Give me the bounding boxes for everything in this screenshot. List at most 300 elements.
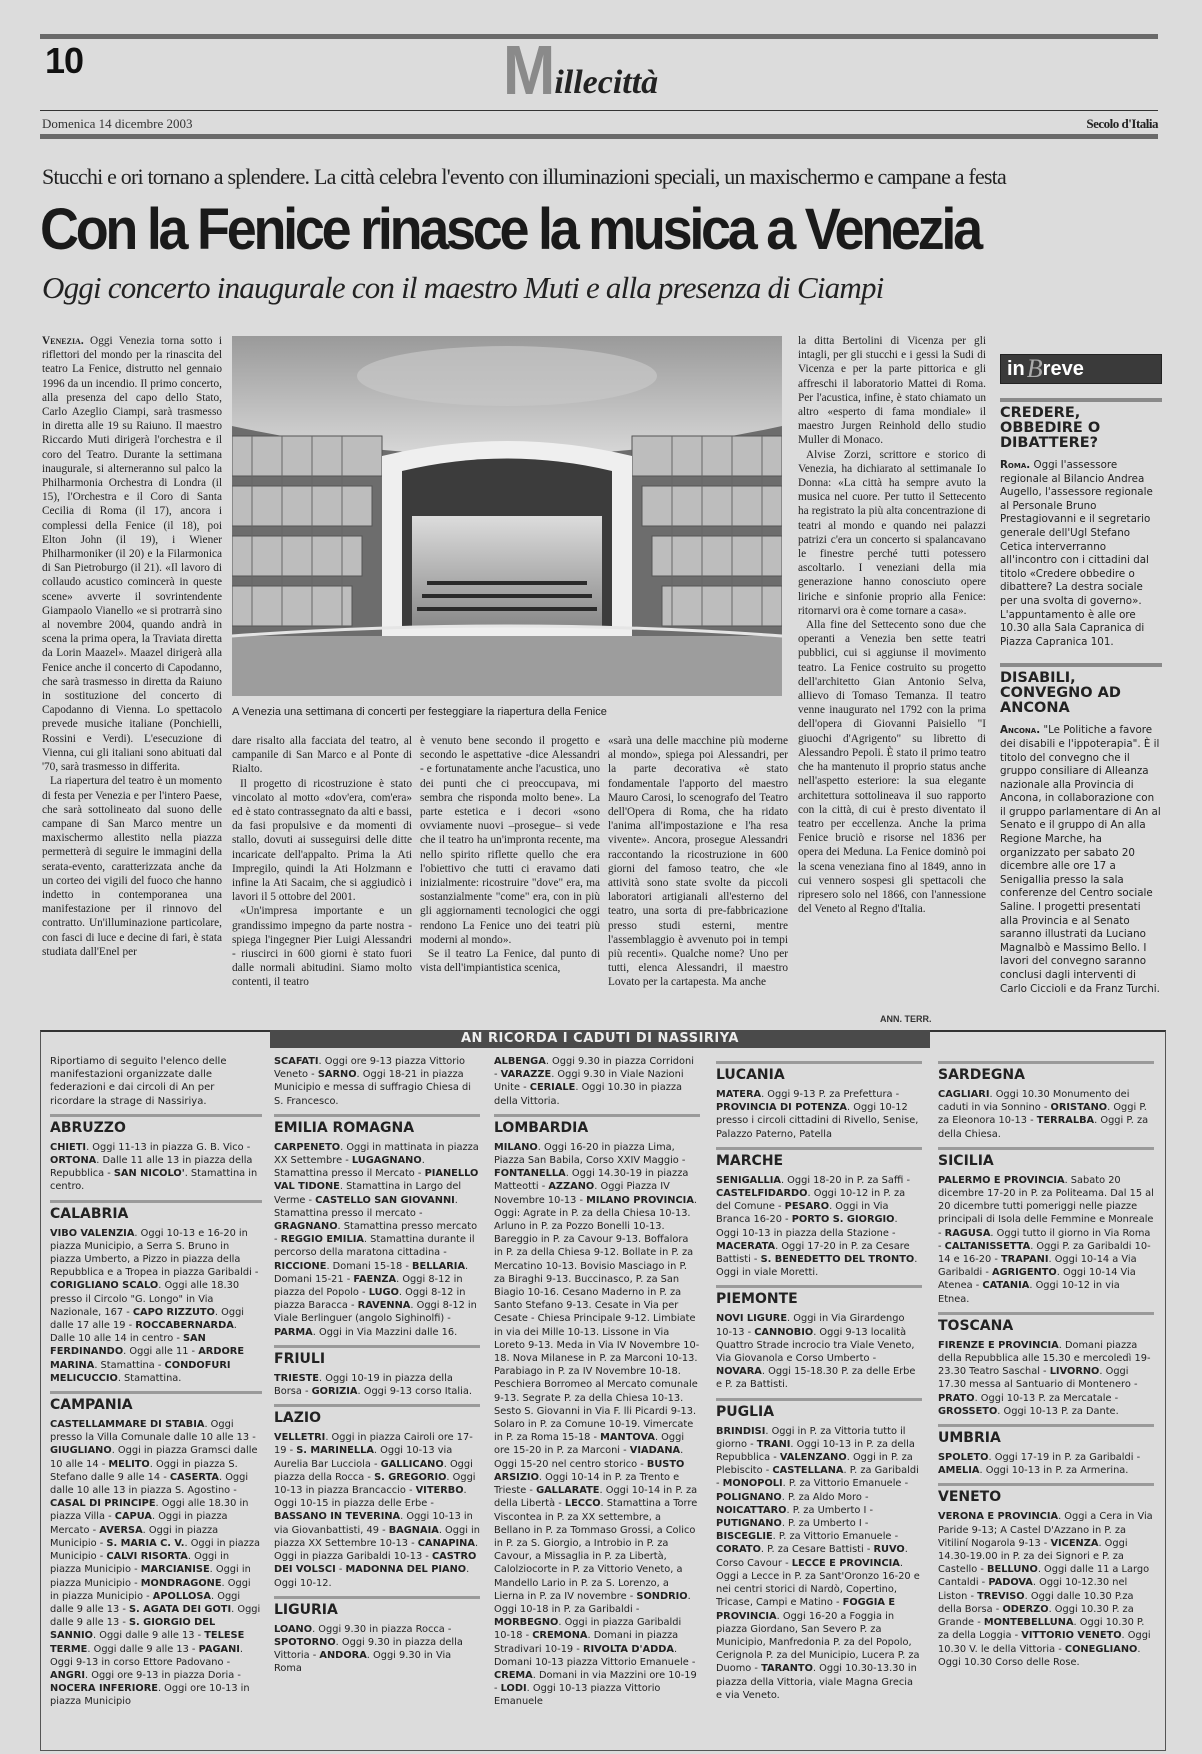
region-block (716, 1147, 922, 1280)
region-block (938, 1424, 1154, 1477)
event-details: . P. za Garibaldi (843, 1465, 919, 1477)
event-place: VALENZANO (779, 1452, 847, 1464)
event-place: CORIGLIANO SCALO (50, 1280, 159, 1292)
events-column (494, 1055, 700, 1745)
event-place: CALTANISSETTA (944, 1240, 1031, 1252)
event-details: . Oggi dalle 10.30 P.za della Borsa (938, 1590, 1134, 1615)
event-place: CHIETI (50, 1141, 87, 1153)
event-details: . Oggi 10-13 in via Giovanbattisti, 49 (274, 1511, 473, 1536)
photo-caption: A Venezia una settimana di concerti per festeggiare la riapertura della Fenice (232, 706, 607, 718)
event-details: . Oggi 18-21 in piazza Municipio e messa di suffragio Chiesa di S. Francesco. (274, 1069, 471, 1107)
in-breve-header (1000, 354, 1162, 384)
event-place: PROVINCIA DI POTENZA (716, 1102, 847, 1114)
events-column (716, 1055, 922, 1745)
event-details: . Oggi alle 18.30 presso il Circolo "G. Longo" in Via Nazionale, 167 (50, 1280, 240, 1318)
event-details: . Oggi 10-14 Via Atenea (938, 1267, 1136, 1292)
event-details: . Oggi 9-13 in corso Ettore Padovano (50, 1643, 244, 1668)
region-divider (716, 1061, 922, 1064)
event-details: . Oggi in piazza Garibaldi 10-18 (494, 1617, 682, 1642)
event-details: . Oggi 10-15 in piazza delle Erbe (274, 1485, 467, 1510)
event-place: LIVORNO (1049, 1366, 1100, 1378)
event-details: . Oggi in piazza Municipio (50, 1577, 251, 1602)
event-details: . Oggi piazza della Rocca (274, 1458, 473, 1483)
event-details: . Oggi in piazza Municipio (50, 1524, 219, 1549)
event-place: SAN NICOLO' (113, 1168, 185, 1180)
event-place: BAGNAIA (388, 1524, 439, 1536)
region-divider (938, 1312, 1154, 1315)
article-paragraph: è venuto bene secondo il progetto e secondo le aspettative -dice Alessandri - e fortunatamente anche l'acustica, uno dei punti che ci preoccupava, mi sembra che risponda molto bene». La parte estetica e i decori «sono ovviamente nuovi –prosegue– si vede che il teatro ha un'impronta recente, ma nello spirito riflette quello che era l'obiettivo che tutti ci eravamo dati inizialmente: ricostruire "dove" era, ma sostanzialmente "come" era, con in più gli aggiornamenti tecnologici che oggi rendono La Fenice uno dei teatri più moderni al mondo». (420, 735, 600, 946)
events-column (938, 1055, 1154, 1745)
event-place: MONTEBELLUNA (983, 1617, 1074, 1629)
event-place: CORATO (716, 1544, 761, 1556)
article-paragraph: dare risalto alla facciata del teatro, al campanile di San Marco e al Ponte di Rialto. (232, 735, 412, 776)
event-place: GORIZIA (311, 1386, 358, 1398)
event-place: CATANIA (982, 1280, 1030, 1292)
region-events: MILANO. Oggi 16-20 in piazza Lima, Piazza San Babila, Corso XXIV Maggio - FONTANELLA. Oggi 14.30-19 in piazza Matteotti - AZZANO. Oggi Piazza IV Novembre 10-13 - MILANO PROVINCIA. Oggi: Agrate in P. za della Chiesa 10-13. Arluno in P. za Pozzo Bonelli 10-13. Bareggio in P. za Cavour 9-13. Boffalora in P. za della Chiesa 9-12. Bollate in P. za Mercatino 10-13. Bovisio Masciago in P. za Biraghi 9-13. Buccinasco, P. za San Biagio 10-16. Cesano Maderno in P. za Santo Stefano 9-13. Cesate in Via per Cesate - Chiesa Principale 9-12. Limbiate in via dei Mille 10-13. Lissone in Via Loreto 9-13. Meda in Via IV Novembre 10-18. Nova Milanese in P. za Marconi 10-13. Parabiago in P. za IV Novembre 10-18. Peschiera Borromeo al Mercato comunale 9-13. Segrate P. za della Chiesa 10-13. Sesto S. Giovanni in Via F. lli Picardi 9-13. Solaro in P. za Comune 10-19. Vimercate in P. za Roma 15-18 - MANTOVA. Oggi ore 15-20 in P. za Marconi - VIADANA. Oggi 15-20 nel centro storico - BUSTO ARSIZIO. Oggi 10-14 in P. za Trento e Trieste - GALLARATE. Oggi 10-14 in P. za della Libertà - LECCO. Stamattina a Torre Viscontea in P. za XX settembre, a Bellano in P. za Tommaso Grossi, a Colico in P. za S. Giorgio, a Introbio in P. za Cavour, a Missaglia in P. za Libertà, Calolziocorte in P. za Vittorio Veneto, a Mandello Lario in P. za S. Lorenzo, a Lierna in P. za IV novembre - SONDRIO. Oggi 10-18 in P. za Garibaldi - MORBEGNO. Oggi in piazza Garibaldi 10-18 - CREMONA. Domani in piazza Stradivari 10-19 - RIVOLTA D'ADDA. Domani 10-13 piazza Vittorio Emanuele - CREMA. Domani in via Mazzini ore 10-19 - LODI. Oggi 10-13 piazza Vittorio Emanuele (494, 1141, 700, 1708)
events-column (50, 1055, 262, 1745)
event-details: . Oggi a Lecce in P. za Sant'Oronzo 16-20 e nei centri storici di Nardò, Copertino, Tricase, Campi e Matino (716, 1557, 920, 1609)
event-place: CONEGLIANO (1064, 1643, 1138, 1655)
region-divider (938, 1483, 1154, 1486)
region-events: VERONA E PROVINCIA. Oggi a Cera in Via Paride 9-13; A Castel D'Azzano in P. za Vitiliní Nogarola 9-13 - VICENZA. Oggi 14.30-19.00 in P. za dei Signori e P. za Castello - BELLUNO. Oggi dalle 11 a Largo Cantaldi - PADOVA. Oggi 10-12.30 nel Liston - TREVISO. Oggi dalle 10.30 P.za della Borsa - ODERZO. Oggi 10.30 P. za Grande - MONTEBELLUNA. Oggi 10.30 P. za della Loggia - VITTORIO VENETO. Oggi 10.30 V. le della Vittoria - CONEGLIANO. Oggi 10.30 Corso delle Rose. (938, 1511, 1153, 1668)
event-place: VELLETRI (274, 1432, 326, 1444)
in-breve-sidebar (1000, 354, 1162, 996)
region-block (716, 1285, 922, 1391)
event-place: ORISTANO (1050, 1102, 1108, 1114)
event-details: . Oggi 10-13 P. za Dante. (997, 1405, 1119, 1417)
event-details: . Oggi: Agrate in P. za della Chiesa 10-13. Arluno in P. za Pozzo Bonelli 10-13. Bareggio in P. za Cavour 9-13. Boffalora in P. za della Chiesa 9-12. Bollate in P. za Mercatino 10-13. Bovisio Masciago in P. za Biraghi 9-13. Buccinasco, P. za San Biagio 10-16. Cesano Maderno in P. za Santo Stefano 9-13. Cesate in Via per Cesate - Chiesa Principale 9-12. Limbiate in via dei Mille 10-13. Lissone in Via Loreto 9-13. Meda in Via IV Novembre 10-18. Nova Milanese in P. za Marconi 10-13. Parabiago in P. za IV Novembre 10-18. Peschiera Borromeo al Mercato comunale 9-13. Segrate P. za della Chiesa 10-13. Sesto S. Giovanni in Via F. lli Picardi 9-13. Solaro in P. za Comune 10-19. Vimercate in P. za Roma 15-18 (494, 1194, 700, 1444)
region-block (274, 1055, 480, 1108)
event-place: AGRIGENTO (992, 1267, 1057, 1279)
event-details: . Stamattina a Torre Viscontea in P. za XX settembre, a Bellano in P. za Tommaso Grossi, a Colico in P. za S. Giorgio, a Introbio in P. za Cavour, a Missaglia in P. za Libertà, Calolziocorte in P. za Vittorio Veneto, a Mandello Lario in P. za S. Lorenzo, a Lierna in P. za IV novembre (494, 1498, 698, 1602)
event-place: PARMA (274, 1326, 313, 1338)
event-place: CANAPINA (417, 1537, 475, 1549)
event-details: . Stamattina presso il Mercato (274, 1155, 425, 1180)
event-place: RIVOLTA D'ADDA (582, 1643, 674, 1655)
event-place: PRATO (938, 1392, 975, 1404)
event-place: BELLUNO (987, 1564, 1038, 1576)
region-divider (50, 1114, 262, 1117)
theater-photo (232, 336, 782, 696)
issue-date: Domenica 14 dicembre 2003 (42, 116, 193, 131)
event-details: . Oggi 10.30 V. le della Vittoria (938, 1630, 1151, 1655)
event-details: . Oggi tutto il giorno in Via Roma (990, 1227, 1151, 1239)
event-details: . Oggi 18-20 in P. za Saffi (780, 1174, 904, 1186)
region-name: PUGLIA (716, 1403, 775, 1420)
event-place: SPOTORNO (274, 1636, 336, 1648)
newspaper-name: Secolo d'Italia (1086, 116, 1158, 131)
event-place: CREMONA (532, 1630, 588, 1642)
brief-dateline: Ancona. (1000, 724, 1041, 737)
event-place: ROCCABERNARDA (135, 1320, 234, 1332)
brief-body: "Le Politiche a favore dei disabili e l'ippoterapia". È il titolo del convegno che il gruppo consiliare di Alleanza nazionale alla Provincia di Ancona, in collaborazione con il gruppo parlamentare di An al Senato e il gruppo di An alla Regione Marche, ha organizzato per sabato 20 dicembre alle ore 17 a Senigallia presso la sala conferenze del Centro sociale Saline. I progetti presentati alla Provincia e al Senato saranno illustrati da Luciano Magnalbò e Massimo Bello. I lavori del convegno saranno conclusi dagli interventi di Carlo Ciccioli e da Franz Turchi. (1000, 724, 1161, 995)
event-details: . P. za Aldo Moro (781, 1491, 862, 1503)
region-divider (274, 1596, 480, 1599)
events-intro: Riportiamo di seguito l'elenco delle manifestazioni organizzate dalle federazioni e dai circoli di An per ricordare la strage di Nassiriya. (50, 1056, 227, 1107)
region-divider (274, 1404, 480, 1407)
event-details: . Oggi 8-12 in piazza del Popolo (274, 1273, 463, 1299)
region-divider (938, 1424, 1154, 1427)
event-details: . Oggi in viale Moretti. (716, 1254, 918, 1279)
event-details: . Oggi 15-18.30 P. za delle Erbe e P. za Battisti. (716, 1366, 916, 1391)
region-block (50, 1200, 262, 1385)
section-logo-text: illecittà (554, 64, 659, 101)
region-block (50, 1391, 262, 1708)
event-place: SONDRIO (636, 1590, 688, 1602)
event-place: S. MARIA C. V. (106, 1537, 185, 1549)
event-details: . Oggi dalle 9 alle 13 (93, 1630, 195, 1642)
region-block (938, 1312, 1154, 1418)
event-details: . Oggi ore 10-13 in piazza Municipio (50, 1683, 250, 1708)
event-place: TARANTO (761, 1663, 813, 1675)
region-block (716, 1061, 922, 1141)
event-details: . Stamattina (94, 1359, 155, 1371)
article-column-1 (42, 334, 222, 1024)
article-paragraph: la ditta Bertolini di Vicenza per gli intagli, per gli stucchi e i gessi la Sudi di Vicenza e per la parte pittorica e gli affreschi il laboratorio Mattei di Roma. Per l'acustica, infine, è stato chiamato un altro «esperto di fama mondiale» il maestro Jurgen Reinhold dello studio Muller di Monaco. (798, 335, 986, 447)
region-name: ABRUZZO (50, 1119, 126, 1136)
article-paragraph: La riapertura del teatro è un momento di festa per Venezia e per l'intero Paese, che sarà sottolineato dal suono delle campane di San Marco mentre un maxischermo allestito nella piazza permetterà di seguire le immagini della serata-evento, caratterizzata anche da un corteo dei vigili del fuoco che hanno indetto in contemporanea una manifestazione per il rinnovo del contratto. Un'illuminazione particolare, con fasci di luce e decine di fari, è stata studiata dall'Enel per (42, 775, 222, 958)
event-place: RICCIONE (274, 1260, 327, 1272)
event-place: VITTORIO VENETO (1021, 1630, 1122, 1642)
event-details: . Corso Cavour (716, 1544, 908, 1569)
paragraph-text: Oggi Venezia torna sotto i riflettori del mondo per la rinascita del teatro La Fenice, distrutto nel gennaio 1996 da un incendio. Il primo concerto, alla presenza del capo dello Stato, Carlo Azeglio Ciampi, sarà trasmesso in diretta alle 19 su Raiuno. Il maestro Riccardo Muti dirigerà l'orchestra e il coro del Teatro. Durante la settimana inaugurale, si alterneranno sul palco la Philharmonia Orchestra di Londra (il 15), l'Orchestra e il Coro di Santa Cecilia di Roma (il 17), ancora i complessi della Fenice (il 18), poi Elton John (il 19), i Wiener Philharmoniker (il 20) e la Filarmonica di San Pietroburgo (il 21). «Il lavoro di collaudo acustico comincerà in queste scene» avverte il sovrintendente Giampaolo Vianello «e si protrarrà sino al novembre 2004, quando andrà in scena la prima opera, la Traviata diretta da Lorin Maazel». Maazel dirigerà alla Fenice anche il concerto di Capodanno, che sarà trasmesso in diretta da Raiuno in sostituzione del concerto di Capodanno di Vienna. Lo spettacolo prevede musiche italiane (Ponchielli, Rossini e Verdi). L'esecuzione di Vienna, cui gli italiani sono abituati dal '70, sarà trasmesso in differita. (42, 335, 222, 774)
region-events: MATERA. Oggi 9-13 P. za Prefettura - PROVINCIA DI POTENZA. Oggi 10-12 presso i circoli cittadini di Rivello, Senise, Palazzo Paterno, Patella (716, 1089, 919, 1140)
event-place: PAGANI (198, 1643, 240, 1655)
region-name: UMBRIA (938, 1430, 1001, 1447)
event-place: LECCO (564, 1498, 601, 1510)
event-place: ALBENGA (494, 1056, 546, 1067)
event-place: S. AGATA DEI GOTI (128, 1603, 232, 1615)
event-place: GRAGNANO (274, 1221, 338, 1233)
region-events: CHIETI. Oggi 11-13 in piazza G. B. Vico - ORTONA. Dalle 11 alle 13 in piazza della Repubblica - SAN NICOLO'. Stamattina in centro. (50, 1141, 258, 1193)
event-place: FAENZA (353, 1273, 397, 1285)
event-details: . Oggi 9.30 in piazza Corridoni (545, 1056, 694, 1067)
brief-dateline: Roma. (1000, 459, 1031, 471)
event-details: . Stamattina durante il percorso della maratona cittadina (274, 1234, 475, 1259)
event-details: . Oggi dalle 9 alle 13 (50, 1603, 261, 1629)
event-place: LUGAGNANO (351, 1155, 422, 1167)
region-name: CALABRIA (50, 1205, 129, 1222)
region-block (938, 1483, 1154, 1668)
event-place: LUGO (368, 1287, 399, 1299)
event-place: TRAPANI (1000, 1254, 1049, 1266)
event-place: PADOVA (988, 1577, 1033, 1589)
event-place: APOLLOSA (152, 1590, 211, 1602)
header-bottom-rule (40, 134, 1158, 139)
region-events: TRIESTE. Oggi 10-19 in piazza della Borsa - GORIZIA. Oggi 9-13 corso Italia. (274, 1372, 472, 1398)
region-events: VELLETRI. Oggi in piazza Cairoli ore 17-19 - S. MARINELLA. Oggi 10-13 via Aurelia Bar Lucciola - GALLICANO. Oggi piazza della Rocca - S. GREGORIO. Oggi 10-13 in piazza Brancaccio - VITERBO. Oggi 10-15 in piazza delle Erbe - BASSANO IN TEVERINA. Oggi 10-13 in via Giovanbattisti, 49 - BAGNAIA. Oggi in piazza XX Settembre 10-13 - CANAPINA. Oggi in piazza Garibaldi 10-13 - CASTRO DEI VOLSCI - MADONNA DEL PIANO. Oggi 10-12. (274, 1432, 480, 1589)
brief-title: DISABILI, CONVEGNO AD ANCONA (1000, 670, 1121, 717)
event-place: MARCIANISE (140, 1564, 210, 1576)
event-details: . Domani in via Mazzini ore 10-19 (532, 1669, 697, 1681)
event-details: . Domani 15-21 (274, 1260, 469, 1285)
section-logo (500, 31, 659, 109)
header-part: B (1026, 354, 1043, 383)
region-events: ALBENGA. Oggi 9.30 in piazza Corridoni - VARAZZE. Oggi 9.30 in Viale Nazioni Unite - CERIALE. Oggi 10.30 in piazza della Vittoria. (494, 1056, 694, 1107)
region-name: EMILIA ROMAGNA (274, 1119, 415, 1136)
article-paragraph: «Un'impresa importante e un grandissimo impegno da parte nostra - spiega l'ingegner Pier Luigi Alessandri - riuscirci in 600 giorni è stato fuori dalle normali abitudini. Siamo molto contenti, il teatro (232, 905, 412, 989)
event-place: POLIGNANO (716, 1491, 782, 1503)
article-paragraph: Se il teatro La Fenice, dal punto di vista dell'impiantistica scenica, (420, 948, 600, 975)
event-details: . Oggi 10-12 presso i circoli cittadini di Rivello, Senise, Palazzo Paterno, Patella (716, 1102, 919, 1140)
event-details: . Oggi in piazza S. Stefano dalle 9 alle 14 (50, 1458, 238, 1483)
article-column-4 (608, 734, 788, 1026)
region-name: SARDEGNA (938, 1067, 1025, 1083)
event-details: . Oggi 10.30 Corso delle Rose. (938, 1643, 1141, 1668)
events-column (274, 1055, 480, 1745)
article-paragraph (42, 334, 222, 774)
event-place: CAPO RIZZUTO (132, 1306, 215, 1318)
event-place: TREVISO (977, 1590, 1025, 1602)
event-details: . Oggi a Cera in Via Paride 9-13; A Castel D'Azzano in P. za Vitiliní Nogarola 9-13 (938, 1511, 1153, 1549)
event-details: . Oggi 10-13 P. za Mercatale (974, 1392, 1112, 1404)
region-events: SCAFATI. Oggi ore 9-13 piazza Vittorio Veneto - SARNO. Oggi 18-21 in piazza Municipio e messa di suffragio Chiesa di S. Francesco. (274, 1056, 471, 1107)
event-place: ODERZO (1002, 1603, 1049, 1615)
event-details: . Oggi in piazza Municipio (50, 1537, 260, 1563)
event-details: . Oggi in piazza Municipio (50, 1551, 230, 1576)
event-place: NOVARA (716, 1366, 762, 1378)
event-place: LECCE E PROVINCIA (791, 1557, 900, 1569)
date-rule (40, 110, 1158, 111)
event-place: S. MARINELLA (296, 1445, 374, 1457)
event-place: S. GREGORIO (374, 1471, 447, 1483)
region-divider (716, 1398, 922, 1401)
event-place: FONTANELLA (494, 1168, 566, 1180)
event-place: VERONA E PROVINCIA (938, 1511, 1059, 1523)
region-name: FRIULI (274, 1350, 326, 1367)
event-place: SARNO (317, 1069, 357, 1081)
region-events: VIBO VALENZIA. Oggi 10-13 e 16-20 in piazza Municipio, a Serra S. Bruno in piazza Umberto, a Pizzo in piazza della Repubblica e a Tropea in piazza Garibaldi - CORIGLIANO SCALO. Oggi alle 18.30 presso il Circolo "G. Longo" in Via Nazionale, 167 - CAPO RIZZUTO. Oggi dalle 17 alle 19 - ROCCABERNARDA. Dalle 10 alle 14 in centro - SAN FERDINANDO. Oggi alle 11 - ARDORE MARINA. Stamattina - CONDOFURI MELICUCCIO. Stamattina. (50, 1227, 259, 1384)
event-details: . Oggi 10-18 in P. za Garibaldi (494, 1590, 691, 1615)
event-place: PALERMO E PROVINCIA (938, 1174, 1065, 1186)
event-place: PORTO S. GIORGIO (791, 1214, 895, 1226)
region-name: CAMPANIA (50, 1397, 133, 1414)
brief-body: Oggi l'assessore regionale al Bilancio Andrea Augello, l'assessore regionale al Personale Bruno Prestagiovanni e il segretario generale dell'Ugl Stefano Cetica interverranno all'incontro con i cittadini dal titolo «Credere obbedire o dibattere? La destra sociale per una svolta di governo». L'appuntamento è alle ore 10.30 alla Sala Capranica di Piazza Capranica 101. (1000, 459, 1153, 648)
event-place: MORBEGNO (494, 1617, 559, 1629)
event-details: . Oggi 11-13 in piazza G. B. Vico (86, 1141, 244, 1153)
event-details: . Oggi 9.30 in Via Roma (274, 1650, 452, 1675)
event-place: REGGIO EMILIA (280, 1234, 364, 1246)
event-details: . Dalle 10 alle 14 in centro (50, 1320, 237, 1345)
event-details: . Oggi 17.30 messa al Santuario di Montenero (938, 1366, 1131, 1391)
region-block (494, 1055, 700, 1108)
event-place: S. BENEDETTO DEL TRONTO (760, 1254, 915, 1266)
region-block (494, 1114, 700, 1709)
event-place: TRANI (756, 1438, 791, 1450)
event-details: . Oggi dalle 11 a Largo Cantaldi (938, 1564, 1150, 1589)
event-details: . Oggi 17-20 in P. za Cesare Battisti (716, 1240, 910, 1266)
event-details: . Stamattina presso mercato (337, 1221, 478, 1233)
event-place: SENIGALLIA (716, 1174, 781, 1186)
event-place: BRINDISI (716, 1425, 766, 1437)
event-place: VARAZZE (500, 1069, 552, 1081)
event-details: . Oggi 10-14 in P. za della Libertà (494, 1485, 698, 1510)
event-place: GALLARATE (536, 1485, 600, 1497)
event-details: . Oggi 8-12 in piazza Baracca (274, 1287, 466, 1312)
region-name: LOMBARDIA (494, 1119, 589, 1136)
event-details: . Oggi 10.30 in piazza della Vittoria. (494, 1082, 682, 1107)
event-details: . Oggi 10-12 in via Etnea. (938, 1280, 1120, 1305)
event-place: MATERA (716, 1089, 762, 1100)
event-place: CASTELLANA (772, 1465, 844, 1477)
event-details: . Oggi 14.30-19.00 in P. za dei Signori e P. za Castello (938, 1537, 1128, 1576)
event-place: PIANELLO VAL TIDONE (274, 1168, 479, 1193)
event-place: AZZANO (548, 1181, 595, 1193)
region-divider (716, 1285, 922, 1288)
event-details: . Oggi 15-20 nel centro storico (494, 1445, 684, 1470)
region-block (274, 1345, 480, 1398)
region-block (274, 1596, 480, 1676)
event-details: . Oggi dalle 9 alle 13 (50, 1590, 241, 1615)
event-place: VIADANA (629, 1445, 681, 1457)
event-details: . Oggi dalle 10 alle 13 in piazza S. Agostino (50, 1471, 249, 1497)
event-place: CERIALE (529, 1082, 576, 1094)
event-details: . Oggi dalle 9 alle 13 (87, 1643, 189, 1655)
event-details: . Oggi 10-12 in P. za del Comune (716, 1188, 906, 1213)
article-column-3 (420, 734, 600, 1026)
region-events: CAGLIARI. Oggi 10.30 Monumento dei caduti in via Sonnino - ORISTANO. Oggi P. za Eleonora 10-13 - TERRALBA. Oggi P. za della Chiesa. (938, 1089, 1149, 1140)
event-details: . Domani piazza della Repubblica alle 15.30 e mercoledì 19-23.30 Teatro Saschal (938, 1339, 1151, 1378)
page-number: 10 (45, 40, 84, 81)
event-place: ANGRI (50, 1669, 86, 1681)
event-place: RAGUSA (944, 1227, 991, 1239)
event-place: MELITO (108, 1458, 150, 1470)
event-place: ARDORE MARINA (50, 1346, 245, 1371)
event-place: MANTOVA (600, 1432, 655, 1444)
event-details: . P. za Vittorio Emanuele (772, 1531, 892, 1543)
event-place: MILANO PROVINCIA (586, 1194, 694, 1206)
event-details: . Stamattina in Largo del Verme (274, 1181, 462, 1206)
event-details: . Oggi 9-13 località Quattro Strade incrocio tra Viale Veneto, Via Giovanola e Corso Umberto (716, 1326, 915, 1365)
event-place: TELESE TERME (50, 1630, 245, 1655)
event-place: SAN FERDINANDO (50, 1333, 206, 1358)
dateline: Venezia. (42, 335, 84, 347)
event-details: . Oggi 9.30 in Viale Nazioni Unite (494, 1069, 684, 1094)
event-details: . Oggi in Via Mazzini dalle 16. (312, 1326, 458, 1338)
event-details: . Domani in piazza Stradivari 10-19 (494, 1630, 679, 1655)
event-details: . Oggi 10.30 P. za della Loggia (938, 1617, 1145, 1642)
article-paragraph: «sarà una delle macchine più moderne al mondo», spiega poi Alessandri, per la parte decorativa «è stato fondamentale l'apporto del maestro Mauro Carosi, lo scenografo del Teatro dell'Opera di Roma, che ha ridato l'anima all'impostazione e l'ha resa vivente». Ancora, prosegue Alessandri raccontando la ricostruzione in 600 giorni del famoso teatro, che «le attività sono state svolte da piccoli laboratori artigianali all'esterno del teatro, una sorta di pre-fabbricazione presso studi esterni, mentre l'assemblaggio è avvenuto poi in tempi più recenti». Qualche nome? Uno per tutti, elenca Alessandri, il maestro Lovato per la cartapesta. Ma anche (608, 735, 788, 989)
region-block (274, 1404, 480, 1589)
region-name: LUCANIA (716, 1067, 785, 1083)
event-details: . Oggi presso la Villa Comunale dalle 10 alle 13 (50, 1419, 250, 1444)
event-details: . Oggi Piazza IV Novembre 10-13 (494, 1181, 670, 1206)
event-details: . Oggi in piazza Gramsci dalle 10 alle 14 (50, 1445, 258, 1470)
event-place: CANNOBIO (754, 1326, 814, 1338)
event-place: FIRENZE E PROVINCIA (938, 1339, 1059, 1351)
event-details: . Oggi in piazza XX Settembre 10-13 (274, 1524, 480, 1549)
event-place: NOCERA INFERIORE (50, 1683, 158, 1695)
event-place: MILANO (494, 1141, 538, 1153)
region-name: PIEMONTE (716, 1291, 798, 1308)
event-details: . Oggi 10-13 via Aurelia Bar Lucciola (274, 1445, 453, 1470)
brief-divider (1000, 663, 1162, 667)
event-place: PUTIGNANO (716, 1518, 782, 1530)
region-block (938, 1061, 1154, 1141)
event-details: . P. za Cesare Battisti (760, 1544, 864, 1556)
region-events: FIRENZE E PROVINCIA. Domani piazza della Repubblica alle 15.30 e mercoledì 19-23.30 Teatro Saschal - LIVORNO. Oggi 17.30 messa al Santuario di Montenero - PRATO. Oggi 10-13 P. za Mercatale - GROSSETO. Oggi 10-13 P. za Dante. (938, 1339, 1151, 1417)
event-place: BASSANO IN TEVERINA (274, 1511, 401, 1523)
event-details: . Oggi 9-13 corso Italia. (357, 1386, 472, 1398)
event-place: CONDOFURI MELICUCCIO (50, 1359, 231, 1384)
event-details: . Oggi P. za Garibaldi 10-14 e 16-20 (938, 1240, 1151, 1266)
event-details: . Oggi alle 11 (123, 1346, 189, 1358)
la-fenice-interior-image (232, 336, 782, 696)
event-place: CASAL DI PRINCIPE (50, 1498, 156, 1510)
event-details: . Oggi in P. za Vittoria tutto il giorno (716, 1425, 906, 1450)
event-place: CALVI RISORTA (106, 1551, 188, 1563)
event-place: VIBO VALENZIA (50, 1227, 135, 1239)
event-details: . Oggi P. za della Chiesa. (938, 1115, 1149, 1140)
region-name: VENETO (938, 1489, 1002, 1506)
event-details: . Oggi 10-19 in piazza della Borsa (274, 1372, 453, 1398)
event-details: . P. za Umberto I (786, 1504, 867, 1516)
event-place: MADONNA DEL PIANO (345, 1564, 467, 1576)
event-details: . Oggi in mattinata in piazza XX Settembre (274, 1141, 479, 1167)
event-details: . Oggi 8-12 in Viale Berlinguer (angolo Sighinolfi) (274, 1300, 477, 1325)
event-place: MONOPOLI (722, 1478, 783, 1490)
event-details: . Oggi in piazza Cairoli ore 17-19 (274, 1432, 473, 1457)
event-details: . Oggi 9.30 in piazza Rocca (312, 1623, 445, 1635)
event-place: RUVO (873, 1544, 905, 1556)
event-place: CASTELFIDARDO (716, 1188, 808, 1200)
region-events: SPOLETO. Oggi 17-19 in P. za Garibaldi - AMELIA. Oggi 10-13 in P. za Armerina. (938, 1452, 1141, 1477)
event-place: PESARO (784, 1201, 830, 1213)
article-kicker: Stucchi e ori tornano a splendere. La città celebra l'evento con illuminazioni speciali, un maxischermo e campane a festa (42, 164, 1006, 189)
region-block (716, 1398, 922, 1702)
region-name: TOSCANA (938, 1317, 1014, 1334)
event-place: SPOLETO (938, 1452, 989, 1464)
event-place: CARPENETO (274, 1141, 341, 1153)
event-details: . Oggi in Via Girardengo 10-13 (716, 1313, 905, 1338)
event-place: CREMA (494, 1669, 533, 1681)
article-column-2 (232, 734, 412, 1026)
event-place: GALLICANO (380, 1458, 444, 1470)
event-place: MONDRAGONE (140, 1577, 222, 1589)
brief-divider (1000, 398, 1162, 402)
event-details: . Oggi dalle 17 alle 19 (50, 1306, 245, 1332)
event-place: ORTONA (50, 1155, 97, 1167)
article-paragraph: Il progetto di ricostruzione è stato vincolato al motto «dov'era, com'era» ed è stato contrassegnato da alti e bassi, da fasi propulsive e da momenti di stallo, dovuti ai susseguirsi delle ditte incaricate dell'appalto. Prima la Ati Impregilo, quindi la Ati Holzmann e infine la Ati Sacaim, che si aggiudicò i lavori il 5 ottobre del 2001. (232, 777, 412, 904)
event-place: AVERSA (99, 1524, 143, 1536)
event-details: . Oggi in P. za Plebiscito (716, 1452, 913, 1477)
event-details: . Oggi P. za Eleonora 10-13 (938, 1102, 1147, 1127)
event-place: BISCEGLIE (716, 1531, 773, 1543)
event-place: AMELIA (938, 1465, 980, 1477)
event-place: NOICATTARO (716, 1504, 787, 1516)
event-details: . Oggi 10-13 in P. za Armerina. (979, 1465, 1129, 1477)
event-details: . Sabato 20 dicembre 17-20 in P. za Politeama. Dal 15 al 20 dicembre tutti pomeriggi nelle piazze principali di Isola delle Femmine e Monreale (938, 1174, 1154, 1226)
section-logo-initial: M (502, 31, 556, 109)
region-divider (50, 1200, 262, 1203)
region-block (274, 1114, 480, 1339)
event-details: . Oggi 10-13 piazza Vittorio Emanuele (494, 1683, 661, 1708)
event-details: . Oggi ore 9-13 in piazza Doria (85, 1669, 235, 1681)
event-details: . Oggi 10-13 in piazza Brancaccio (274, 1471, 476, 1497)
brief-item (1000, 398, 1162, 649)
region-divider (274, 1114, 480, 1117)
region-divider (938, 1061, 1154, 1064)
brief-item (1000, 663, 1162, 996)
event-details: . Oggi 10.30 P. za Grande (938, 1603, 1134, 1629)
event-place: RAVENNA (357, 1300, 411, 1312)
region-name: LIGURIA (274, 1601, 338, 1618)
region-events: NOVI LIGURE. Oggi in Via Girardengo 10-13 - CANNOBIO. Oggi 9-13 località Quattro Strade incrocio tra Viale Veneto, Via Giovanola e Corso Umberto - NOVARA. Oggi 15-18.30 P. za delle Erbe e P. za Battisti. (716, 1313, 916, 1391)
event-details: . Stamattina. (117, 1372, 182, 1384)
event-place: FOGGIA E PROVINCIA (716, 1597, 896, 1622)
event-place: LODI (500, 1683, 527, 1695)
event-details: . Oggi 10-13 e 16-20 in piazza Municipio, a Serra S. Bruno in piazza Umberto, a Pizzo in piazza della Repubblica e a Tropea in piazza Garibaldi (50, 1227, 252, 1279)
